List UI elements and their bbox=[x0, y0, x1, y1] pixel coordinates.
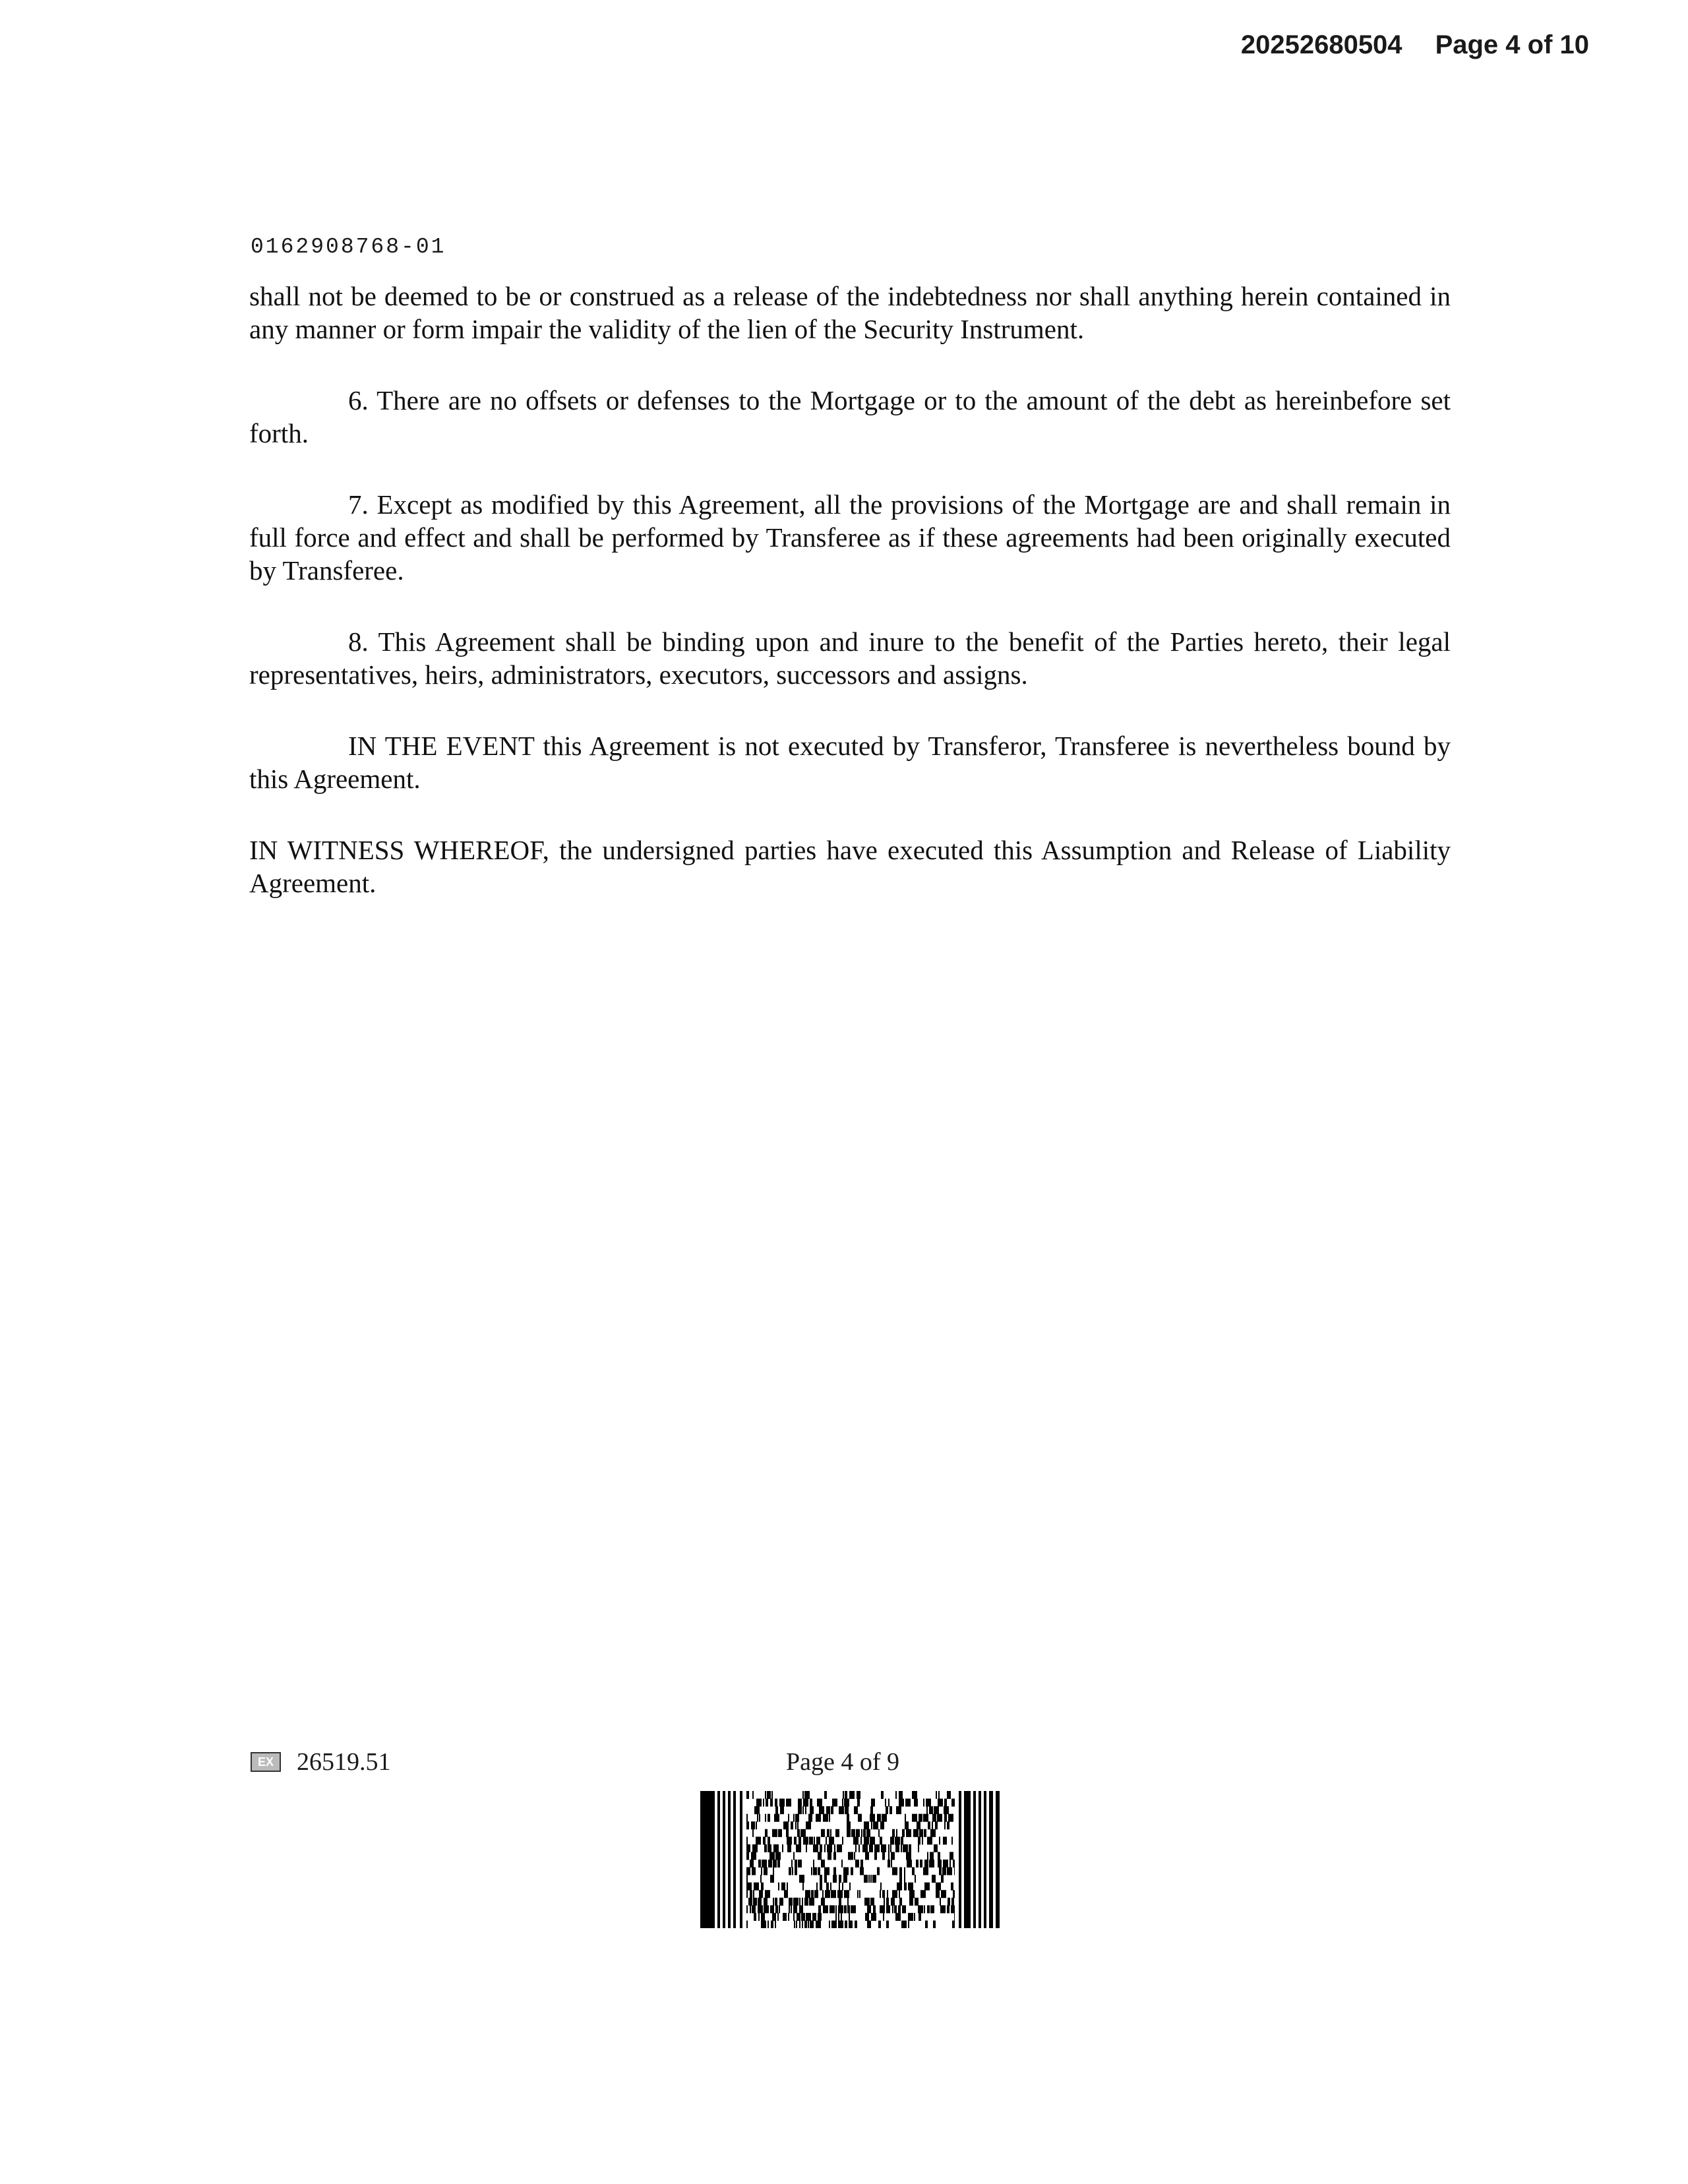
loan-number: 0162908768-01 bbox=[251, 235, 446, 259]
footer-form-number bbox=[251, 1747, 391, 1776]
recording-header bbox=[1241, 30, 1589, 60]
paragraph-8: 8. This Agreement shall be binding upon and inure to the benefit of the Parties hereto, their legal representatives, heirs, administrators, executors, successors and assigns. bbox=[249, 626, 1451, 690]
ex-logo-icon: EX bbox=[251, 1752, 281, 1772]
paragraph-7: 7. Except as modified by this Agreement, all the provisions of the Mortgage are and shall remain in full force and effect and shall be performed by Transferee as if these agreements had been originally executed by Transferee. bbox=[249, 489, 1451, 586]
paragraph-in-the-event: IN THE EVENT this Agreement is not executed by Transferor, Transferee is nevertheless bound by this Agreement. bbox=[249, 731, 1451, 794]
recording-number: 20252680504 bbox=[1240, 30, 1402, 59]
agreement-body bbox=[249, 280, 1451, 938]
footer-page-label: Page 4 of 9 bbox=[786, 1748, 900, 1776]
recording-page-label: Page 4 of 10 bbox=[1435, 30, 1589, 59]
paragraph-in-witness: IN WITNESS WHEREOF, the undersigned parties have executed this Assumption and Release of Liability Agreement. bbox=[249, 835, 1451, 898]
form-number: 26519.51 bbox=[297, 1748, 391, 1776]
pdf417-barcode-icon bbox=[700, 1791, 1001, 1928]
paragraph-6: 6. There are no offsets or defenses to the Mortgage or to the amount of the debt as hereinbefore set forth. bbox=[249, 385, 1451, 448]
paragraph-continuation: shall not be deemed to be or construed as a release of the indebtedness nor shall anything herein contained in any manner or form impair the validity of the lien of the Security Instrument. bbox=[249, 281, 1451, 344]
